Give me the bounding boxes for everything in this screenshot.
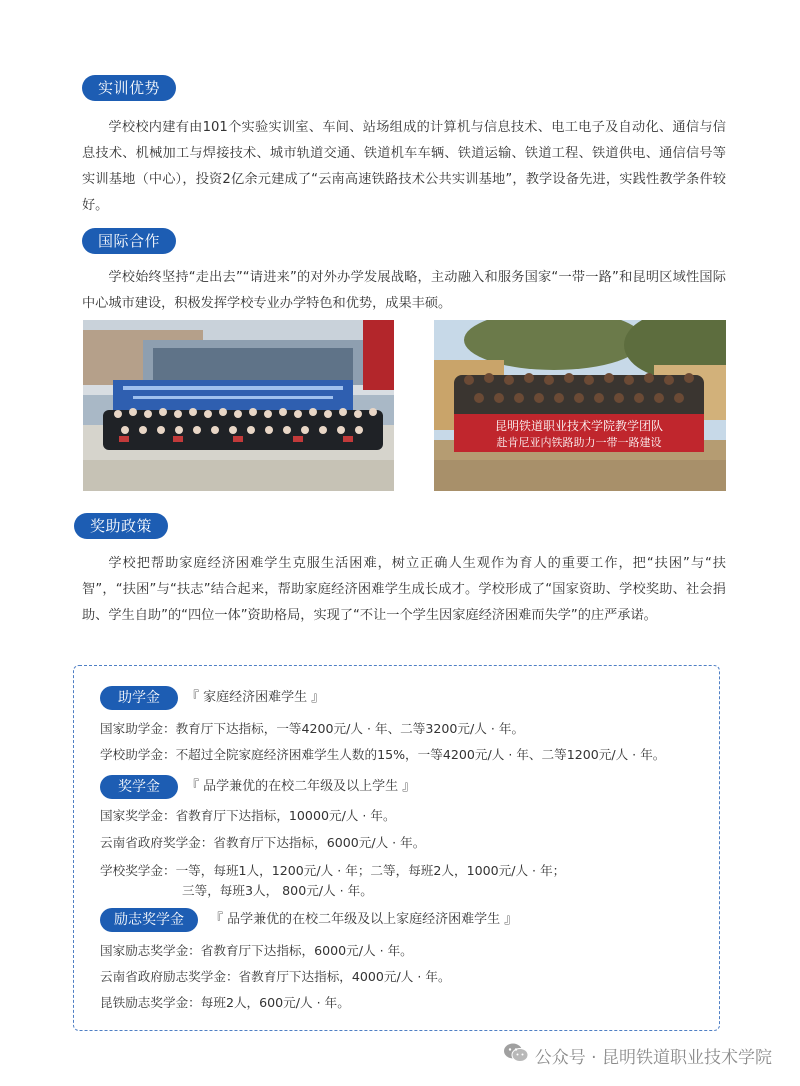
tag-grant: 助学金: [100, 686, 178, 710]
note-award: 『 品学兼优的在校二年级及以上学生 』: [186, 779, 416, 794]
tag-award: 奖学金: [100, 775, 178, 799]
award-line-2: 云南省政府奖学金：省教育厅下达指标，6000元/人 · 年。: [100, 835, 426, 850]
photo-conference-group: [83, 320, 394, 491]
international-paragraph: 学校始终坚持“走出去”“请进来”的对外办学发展战略，主动融入和服务国家“一带一路”和昆明区域性国际中心城市建设，积极发挥学校专业办学特色和优势，成果丰硕。: [82, 270, 726, 311]
grant-line-2: 学校助学金：不超过全院家庭经济困难学生人数的15%，一等4200元/人 · 年、二等1200元/人 · 年。: [100, 747, 666, 762]
inspiration-line-3: 昆铁励志奖学金：每班2人，600元/人 · 年。: [100, 995, 350, 1010]
note-inspiration: 『 品学兼优的在校二年级及以上家庭经济困难学生 』: [210, 912, 518, 927]
wechat-icon: [503, 1042, 529, 1069]
scholarship-box: [73, 665, 720, 1031]
section-title-training: 实训优势: [82, 75, 176, 101]
inspiration-line-2: 云南省政府励志奖学金：省教育厅下达指标，4000元/人 · 年。: [100, 969, 451, 984]
banner-text-line-1: 昆明铁道职业技术学院教学团队: [494, 419, 664, 433]
footer-watermark: [503, 1042, 772, 1069]
award-line-3: 学校奖学金：一等，每班1人，1200元/人 · 年；二等，每班2人，1000元/人 · 年；: [100, 863, 566, 878]
photo-kenya-team: [434, 320, 726, 491]
footer-text: 公众号 · 昆明铁道职业技术学院: [534, 1048, 772, 1068]
tag-inspiration: 励志奖学金: [100, 908, 198, 932]
inspiration-line-1: 国家励志奖学金：省教育厅下达指标，6000元/人 · 年。: [100, 943, 413, 958]
note-grant: 『 家庭经济困难学生 』: [186, 690, 325, 705]
aid-paragraph: 学校把帮助家庭经济困难学生克服生活困难，树立正确人生观作为育人的重要工作，把“扶困”与“扶智”，“扶困”与“扶志”结合起来，帮助家庭经济困难学生成长成才。学校形成了“国家资助、学校奖助、社会捐助、学生自助”的“四位一体”资助格局，实现了“不让一个学生因家庭经济困难而失学”的庄严承诺。: [82, 556, 726, 623]
section-title-international: 国际合作: [82, 228, 176, 254]
award-line-4: 三等，每班3人， 800元/人 · 年。: [182, 883, 373, 898]
training-paragraph: 学校校内建有由101个实验实训室、车间、站场组成的计算机与信息技术、电工电子及自动化、通信与信息技术、机械加工与焊接技术、城市轨道交通、铁道机车车辆、铁道运输、铁道工程、铁道供电、通信信号等实训基地（中心），投资2亿余元建成了“云南高速铁路技术公共实训基地”，教学设备先进，实践性教学条件较好。: [82, 120, 726, 213]
grant-line-1: 国家助学金：教育厅下达指标，一等4200元/人 · 年、二等3200元/人 · 年。: [100, 721, 525, 736]
section-title-aid: 奖助政策: [74, 513, 168, 539]
banner-text-line-2: 赴肯尼亚内铁路助力一带一路建设: [496, 436, 662, 449]
award-line-1: 国家奖学金：省教育厅下达指标，10000元/人 · 年。: [100, 808, 396, 823]
